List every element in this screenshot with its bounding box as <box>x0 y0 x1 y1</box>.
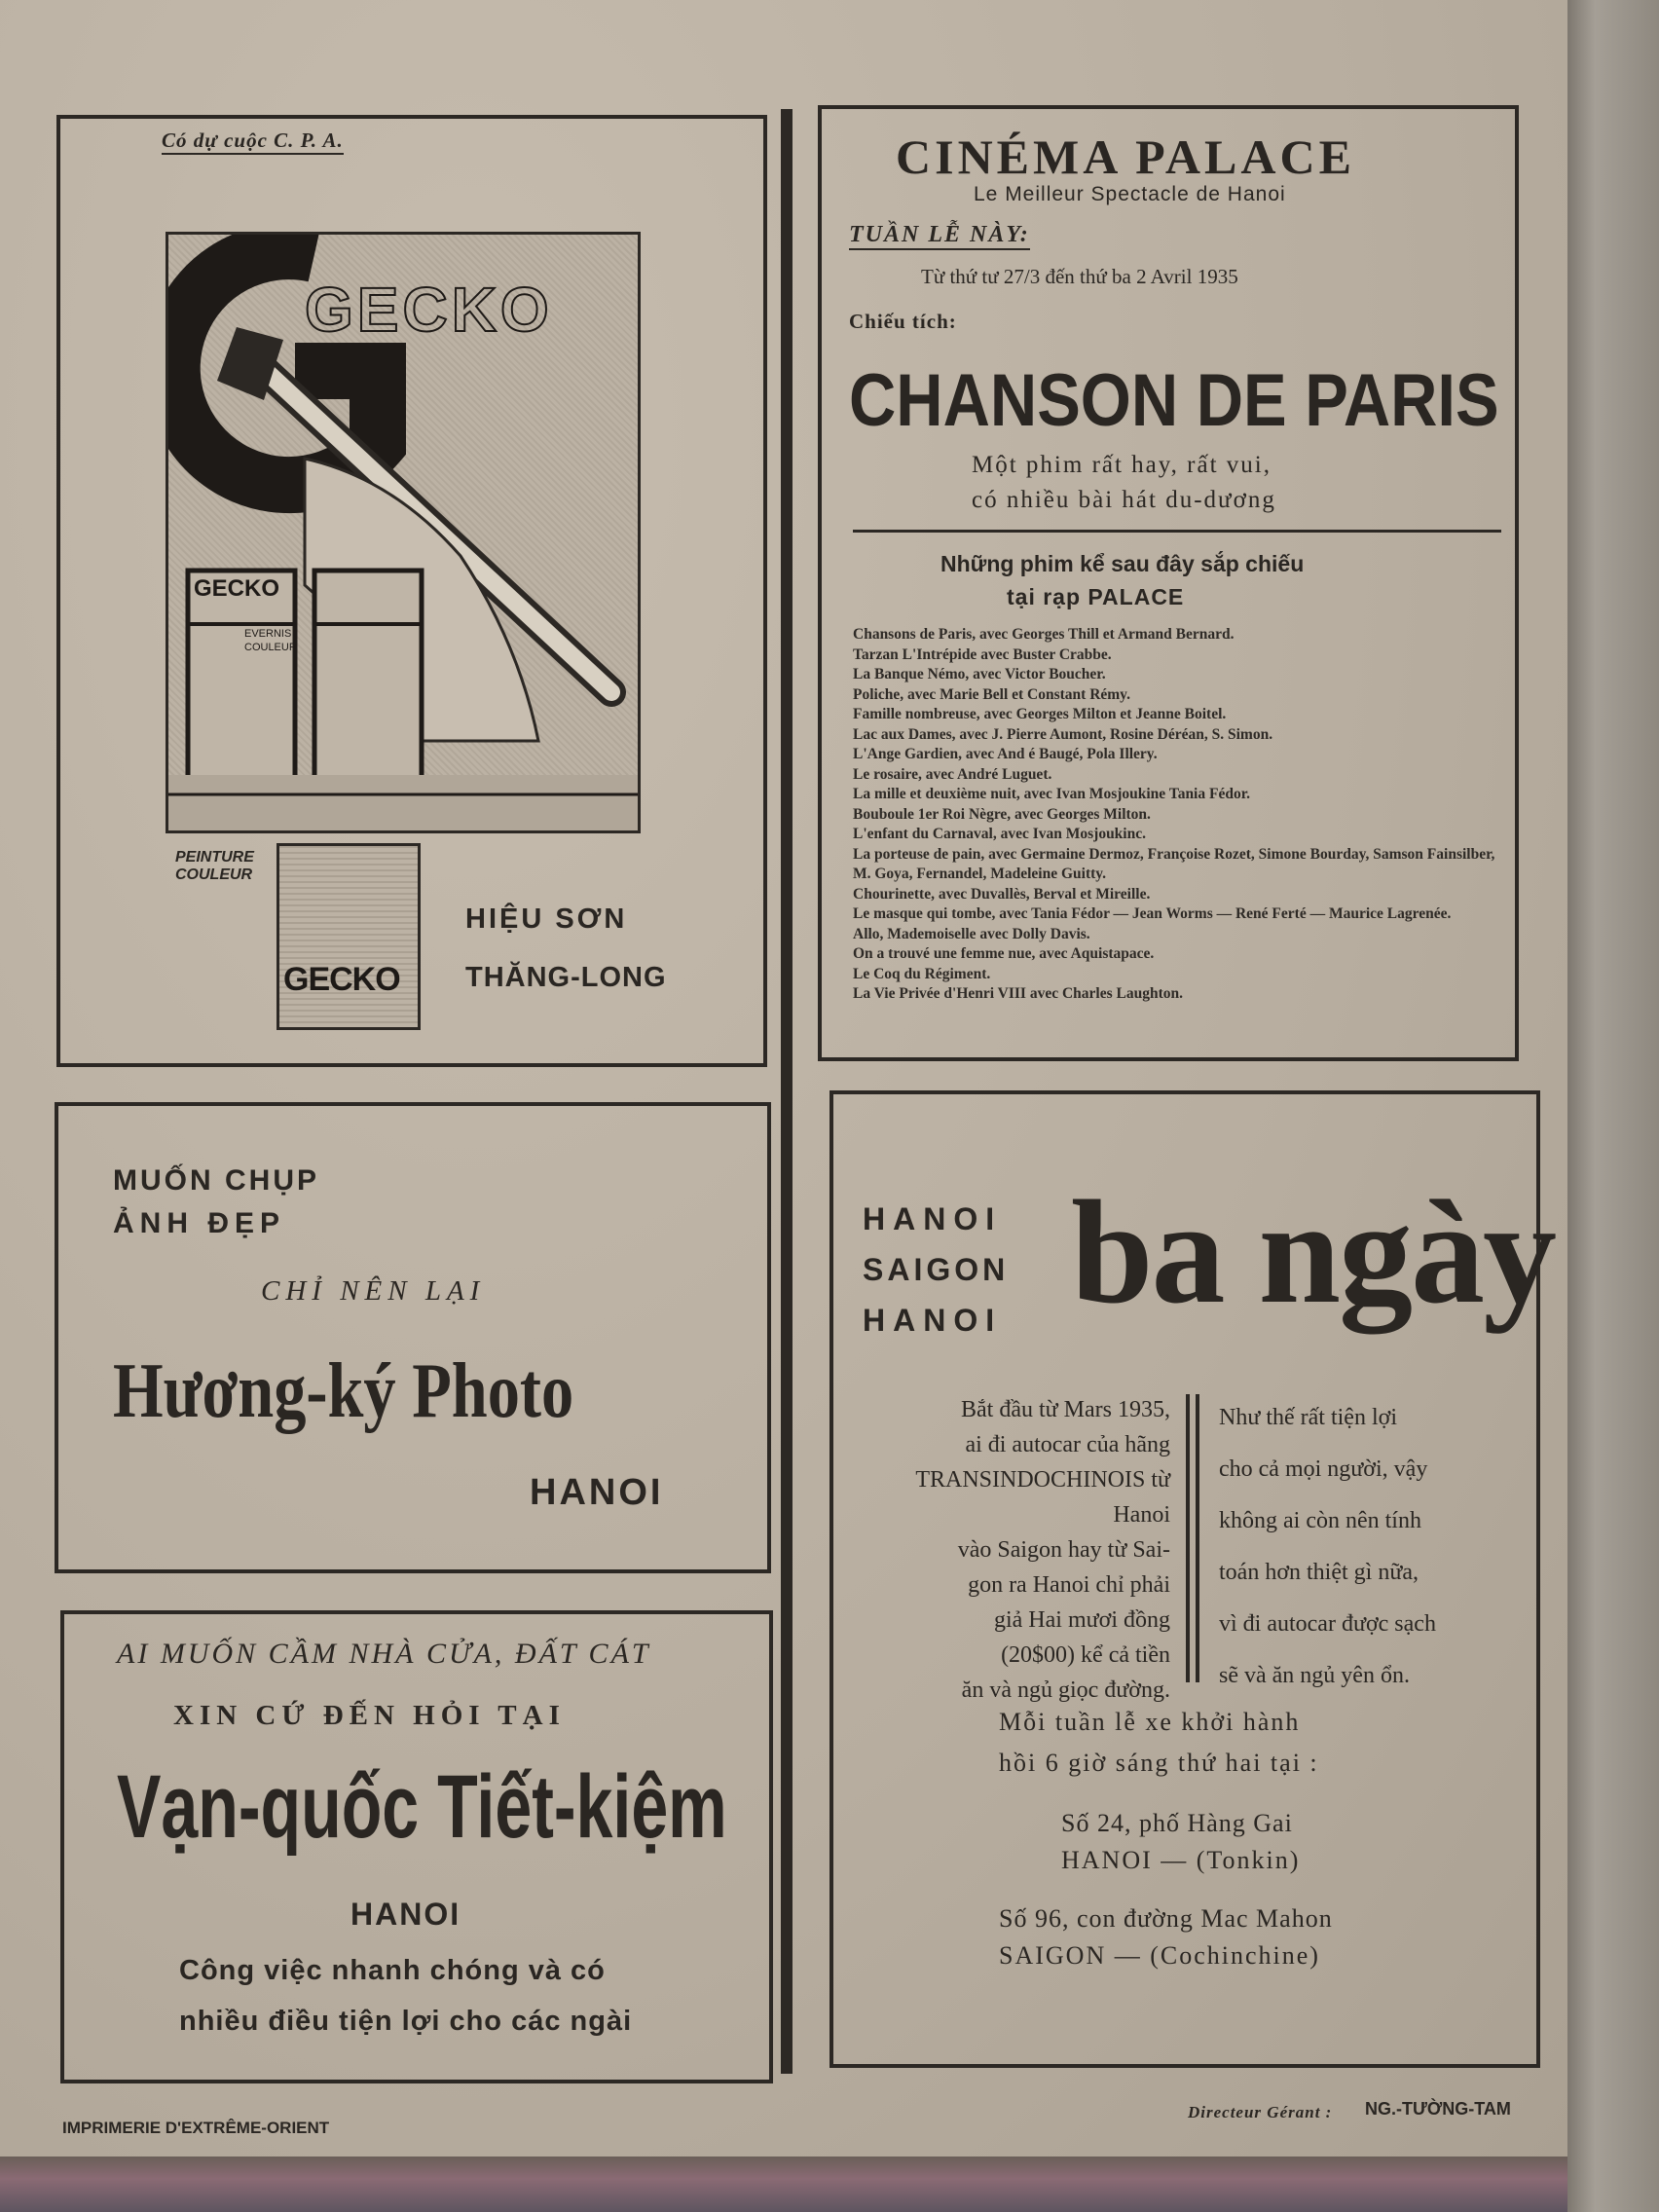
feature-title: CHANSON DE PARIS <box>849 359 1499 442</box>
bus-text-line: TRANSINDOCHINOIS từ Hanoi <box>915 1467 1170 1528</box>
bus-headline: ba ngày <box>1071 1170 1556 1334</box>
paint-label1: PEINTURE <box>175 849 254 866</box>
route-3: HANOI <box>863 1303 1003 1338</box>
film-item: La porteuse de pain, avec Germaine Dermoz, Françoise Rozet, Simone Bourday, Samson Fainsilber, M. Goya, Fernandel, Madeleine Guitty. <box>853 845 1495 882</box>
cinema-tagline: Le Meilleur Spectacle de Hanoi <box>974 183 1286 205</box>
this-week-label: TUẦN LỄ NÀY: <box>849 222 1030 250</box>
gecko-brand: GECKO <box>305 275 553 345</box>
film-item: Lac aux Dames, avec J. Pierre Aumont, Rosine Déréan, S. Simon. <box>853 725 1273 743</box>
house-desc1: Công việc nhanh chóng và có <box>179 1955 606 1986</box>
bus-divider-1 <box>1186 1394 1190 1682</box>
bus-text-line: vì đi autocar được sạch <box>1219 1611 1436 1637</box>
bus-text-line: ăn và ngủ giọc đường. <box>961 1677 1170 1703</box>
feature-desc1: Một phim rất hay, rất vui, <box>972 452 1272 478</box>
adjacent-page-edge <box>1567 0 1659 2212</box>
cinema-separator <box>853 530 1501 533</box>
film-item: Chansons de Paris, avec Georges Thill et Armand Bernard. <box>853 626 1235 643</box>
film-item: Chourinette, avec Duvallès, Berval et Mireille. <box>853 885 1151 903</box>
bottom-paper-strip <box>0 2157 1567 2212</box>
film-item: La Vie Privée d'Henri VIII avec Charles Laughton. <box>853 985 1183 1002</box>
printer-credit: IMPRIMERIE D'EXTRÊME-ORIENT <box>62 2119 330 2137</box>
photo-studio-name: Hương-ký Photo <box>113 1348 574 1434</box>
schedule-line2: hồi 6 giờ sáng thứ hai tại : <box>999 1749 1319 1777</box>
bus-text-line: giả Hai mươi đồng <box>993 1607 1170 1633</box>
director-label: Directeur Gérant : <box>1188 2103 1333 2121</box>
photo-line2: ẢNH ĐẸP <box>113 1207 286 1239</box>
cinema-title: CINÉMA PALACE <box>896 129 1355 184</box>
address1-street: Số 24, phố Hàng Gai <box>1061 1809 1293 1837</box>
address1-city: HANOI — (Tonkin) <box>1061 1846 1301 1874</box>
cinema-dates: Từ thứ tư 27/3 đến thứ ba 2 Avril 1935 <box>921 265 1238 288</box>
house-city: HANOI <box>350 1897 461 1932</box>
shop-line2: THĂNG-LONG <box>465 962 667 993</box>
film-item: Bouboule 1er Roi Nègre, avec Georges Milton. <box>853 805 1151 823</box>
feature-desc2: có nhiều bài hát du-dương <box>972 487 1276 513</box>
photo-city: HANOI <box>530 1472 664 1513</box>
route-1: HANOI <box>863 1201 1003 1236</box>
upcoming-line1: Những phim kể sau đây sắp chiếu <box>940 551 1305 576</box>
address2-city: SAIGON — (Cochinchine) <box>999 1941 1320 1970</box>
bus-text-line: Bắt đầu từ Mars 1935, <box>961 1397 1170 1422</box>
paint-label2: COULEUR <box>175 866 253 883</box>
film-item: Le rosaire, avec André Luguet. <box>853 765 1052 783</box>
bus-text-line: ai đi autocar của hãng <box>965 1432 1170 1457</box>
gecko-illustration <box>166 232 641 833</box>
bus-left-column <box>863 1392 1170 1708</box>
house-desc2: nhiều điều tiện lợi cho các ngài <box>179 2006 633 2037</box>
gecko-can <box>276 843 421 1030</box>
house-line1: AI MUỐN CẦM NHÀ CỬA, ĐẤT CÁT <box>117 1638 651 1670</box>
film-item: L'Ange Gardien, avec And é Baugé, Pola Illery. <box>853 746 1158 762</box>
gecko-can-text: GECKO <box>283 961 400 998</box>
film-item: On a trouvé une femme nue, avec Aquistapace. <box>853 945 1155 962</box>
column-divider <box>781 109 793 2074</box>
bus-text-line: không ai còn nên tính <box>1219 1508 1421 1533</box>
house-line2: XIN CỨ ĐẾN HỎI TẠI <box>173 1700 566 1731</box>
bus-text-line: vào Saigon hay từ Sai- <box>957 1537 1170 1563</box>
director-name: NG.-TƯỜNG-TAM <box>1365 2099 1511 2119</box>
film-item: Tarzan L'Intrépide avec Buster Crabbe. <box>853 645 1112 663</box>
bus-text-line: gon ra Hanoi chỉ phải <box>968 1572 1170 1598</box>
schedule-line1: Mỗi tuần lễ xe khởi hành <box>999 1708 1301 1736</box>
upcoming-line2: tại rạp PALACE <box>1007 584 1185 609</box>
bus-text-line: toán hơn thiệt gì nữa, <box>1219 1560 1419 1585</box>
bus-right-column <box>1219 1392 1530 1702</box>
showing-label: Chiếu tích: <box>849 310 957 333</box>
gecko-can-label2: COULEUR <box>244 642 297 653</box>
film-item: Famille nombreuse, avec Georges Milton et Jeanne Boitel. <box>853 706 1227 722</box>
route-2: SAIGON <box>863 1252 1010 1287</box>
film-item: La Banque Némo, avec Victor Boucher. <box>853 666 1106 682</box>
bus-text-line: Như thế rất tiện lợi <box>1219 1405 1397 1430</box>
photo-line1: MUỐN CHỤP <box>113 1164 319 1197</box>
address2-street: Số 96, con đường Mac Mahon <box>999 1904 1333 1933</box>
bus-text-line: (20$00) kể cả tiền <box>1001 1642 1170 1668</box>
bus-text-line: cho cả mọi người, vậy <box>1219 1456 1428 1482</box>
bus-text-line: sẽ và ăn ngủ yên ổn. <box>1219 1663 1410 1688</box>
film-item: Le Coq du Régiment. <box>853 965 991 982</box>
gecko-can-brand: GECKO <box>194 575 280 602</box>
house-bank-name: Vạn-quốc Tiết-kiệm <box>117 1757 727 1857</box>
film-item: Poliche, avec Marie Bell et Constant Rémy. <box>853 685 1130 703</box>
gecko-contest: Có dự cuộc C. P. A. <box>162 129 344 155</box>
gecko-can-label1: EVERNIS <box>244 628 292 640</box>
film-list <box>853 625 1515 1005</box>
film-item: L'enfant du Carnaval, avec Ivan Mosjoukinc. <box>853 826 1146 842</box>
film-item: Allo, Mademoiselle avec Dolly Davis. <box>853 925 1090 942</box>
photo-line3: CHỈ NÊN LẠI <box>261 1275 486 1307</box>
film-item: La mille et deuxième nuit, avec Ivan Mosjoukine Tania Fédor. <box>853 786 1251 802</box>
shop-line1: HIỆU SƠN <box>465 903 628 935</box>
film-item: Le masque qui tombe, avec Tania Fédor — Jean Worms — René Ferté — Maurice Lagrenée. <box>853 905 1452 922</box>
bus-divider-2 <box>1196 1394 1199 1682</box>
